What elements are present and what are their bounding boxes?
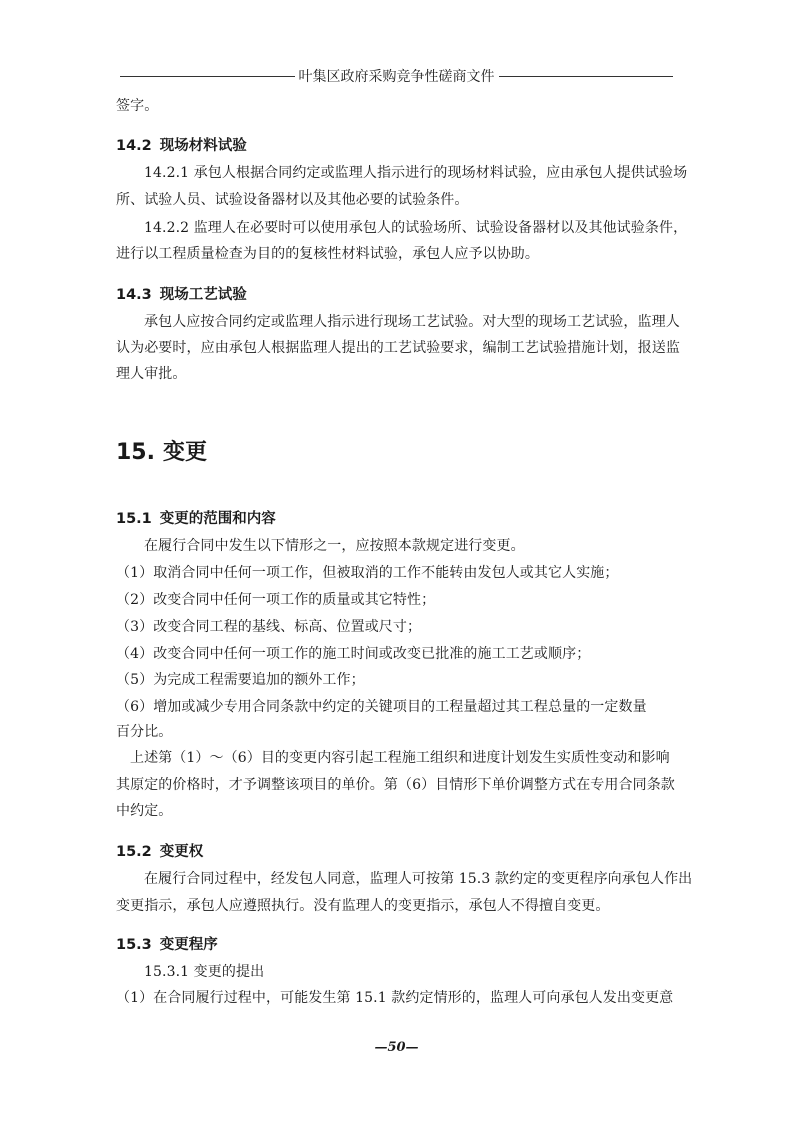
list-item: （2）改变合同中任何一项工作的质量或其它特性； xyxy=(116,592,436,608)
list-item: （4）改变合同中任何一项工作的施工时间或改变已批准的施工工艺或顺序； xyxy=(116,646,591,662)
list-item: （3）改变合同工程的基线、标高、位置或尺寸； xyxy=(116,619,422,635)
chapter-heading-15 xyxy=(116,435,207,466)
page-header xyxy=(120,66,673,86)
chapter-number: 15. xyxy=(116,440,155,465)
section-heading-15-2 xyxy=(116,840,203,861)
section-heading-15-1 xyxy=(116,507,276,528)
section-number: 15.1 xyxy=(116,511,152,527)
list-item: （1）取消合同中任何一项工作，但被取消的工作不能转由发包人或其它人实施； xyxy=(116,565,619,581)
paragraph-line: 在履行合同中发生以下情形之一，应按照本款规定进行变更。 xyxy=(144,538,525,554)
section-number: 14.2 xyxy=(116,138,152,154)
section-number: 15.3 xyxy=(116,937,152,953)
paragraph-line: 14.2.1 承包人根据合同约定或监理人指示进行的现场材料试验，应由承包人提供试验场 xyxy=(144,165,688,181)
paragraph-line: 14.2.2 监理人在必要时可以使用承包人的试验场所、试验设备器材以及其他试验条件， xyxy=(144,220,688,236)
page-number: —50— xyxy=(374,1040,419,1055)
section-title: 现场材料试验 xyxy=(159,138,247,154)
paragraph-line: 在履行合同过程中，经发包人同意，监理人可按第 15.3 款约定的变更程序向承包人作出 xyxy=(144,871,693,887)
section-number: 15.2 xyxy=(116,844,152,860)
paragraph-line: 认为必要时，应由承包人根据监理人提出的工艺试验要求，编制工艺试验措施计划，报送监 xyxy=(116,340,680,356)
paragraph-line: 理人审批。 xyxy=(116,366,187,382)
section-number: 14.3 xyxy=(116,287,152,303)
section-title: 现场工艺试验 xyxy=(159,287,247,303)
paragraph-line: 其原定的价格时，才予调整该项目的单价。第（6）目情形下单价调整方式在专用合同条款 xyxy=(116,777,675,793)
chapter-title: 变更 xyxy=(162,440,207,465)
section-title: 变更权 xyxy=(159,844,204,860)
list-item: （5）为完成工程需要追加的额外工作； xyxy=(116,672,365,688)
paragraph-line: 百分比。 xyxy=(116,724,173,740)
header-rule-left xyxy=(120,76,295,77)
header-title: 叶集区政府采购竞争性磋商文件 xyxy=(298,69,495,85)
paragraph-line: 进行以工程质量检查为目的的复核性材料试验，承包人应予以协助。 xyxy=(116,246,539,262)
list-item: （6）增加或减少专用合同条款中约定的关键项目的工程量超过其工程总量的一定数量 xyxy=(116,699,647,715)
paragraph-line: （1）在合同履行过程中，可能发生第 15.1 款约定情形的，监理人可向承包人发出变更意 xyxy=(116,990,674,1006)
paragraph-line: 变更指示，承包人应遵照执行。没有监理人的变更指示，承包人不得擅自变更。 xyxy=(116,898,610,914)
section-title: 变更的范围和内容 xyxy=(159,511,276,527)
section-heading-14-3 xyxy=(116,283,247,304)
header-rule-right xyxy=(499,76,674,77)
paragraph-line: 15.3.1 变更的提出 xyxy=(144,964,265,980)
paragraph-line: 承包人应按合同约定或监理人指示进行现场工艺试验。对大型的现场工艺试验，监理人 xyxy=(144,314,680,330)
section-heading-15-3 xyxy=(116,933,218,954)
section-title: 变更程序 xyxy=(159,937,218,953)
section-heading-14-2 xyxy=(116,134,247,155)
paragraph-line: 签字。 xyxy=(116,98,159,114)
paragraph-line: 中约定。 xyxy=(116,803,173,819)
paragraph-line: 所、试验人员、试验设备器材以及其他必要的试验条件。 xyxy=(116,192,469,208)
paragraph-line: 上述第（1）～（6）目的变更内容引起工程施工组织和进度计划发生实质性变动和影响 xyxy=(130,750,670,766)
